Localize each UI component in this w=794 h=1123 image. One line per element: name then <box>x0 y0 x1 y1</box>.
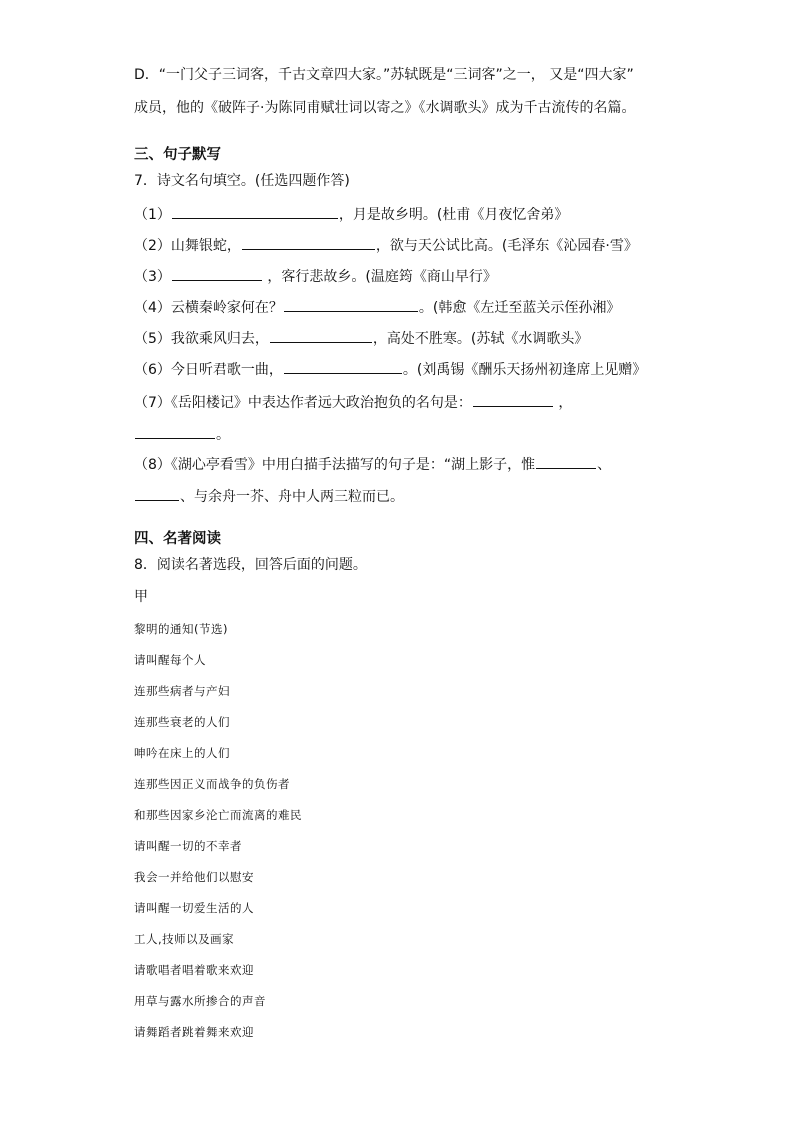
fill-item-3 <box>134 267 497 286</box>
fill-item-4-pre: （4）云横秦岭家何在？ <box>134 300 283 316</box>
fill-item-7-cont <box>134 425 230 444</box>
fill-item-6-pre: （6）今日听君歌一曲， <box>134 362 283 378</box>
fill-item-8 <box>134 455 611 474</box>
fill-item-3-pre: （3） <box>134 269 171 285</box>
answer-blank-3[interactable] <box>172 267 262 281</box>
poem-line: 请叫醒一切的不幸者 <box>134 839 242 853</box>
fill-item-6-post: 。(刘禹锡《酬乐天扬州初逢席上见赠》 <box>402 362 647 378</box>
fill-item-2-pre: （2）山舞银蛇， <box>134 238 241 254</box>
fill-item-7-end: 。 <box>216 427 230 443</box>
poem-line: 连那些衰老的人们 <box>134 715 230 729</box>
fill-item-4-post: 。(韩愈《左迁至蓝关示侄孙湘》 <box>418 300 621 316</box>
poem-line: 和那些因家乡沦亡而流离的难民 <box>134 808 302 822</box>
section-3-title: 三、句子默写 <box>134 147 221 163</box>
fill-item-1-pre: （1） <box>134 207 171 223</box>
answer-blank-2[interactable] <box>242 236 375 250</box>
fill-item-3-post: ，客行悲故乡。(温庭筠《商山早行》 <box>262 269 497 285</box>
fill-item-5 <box>134 329 588 348</box>
fill-item-8-mid: 、 <box>597 457 612 473</box>
fill-item-1 <box>134 205 568 224</box>
poem-line: 请舞蹈者跳着舞来欢迎 <box>134 1025 254 1039</box>
fill-item-2-post: ，欲与天公试比高。(毛泽东《沁园春·雪》 <box>375 238 638 254</box>
fill-item-1-post: ，月是故乡明。(杜甫《月夜忆舍弟》 <box>338 207 569 223</box>
poem-title: 黎明的通知(节选) <box>134 622 228 636</box>
fill-item-8-cont <box>134 487 404 506</box>
answer-blank-8b[interactable] <box>135 487 179 501</box>
fill-item-6 <box>134 360 646 379</box>
fill-item-5-post: ，高处不胜寒。(苏轼《水调歌头》 <box>372 331 589 347</box>
fill-item-7 <box>134 393 572 412</box>
poem-line: 连那些因正义而战争的负伤者 <box>134 777 290 791</box>
option-d-line-2: 成员，他的《破阵子·为陈同甫赋壮词以寄之》《水调歌头》成为千古流传的名篇。 <box>134 100 636 116</box>
answer-blank-8a[interactable] <box>536 455 596 469</box>
poem-line: 请叫醒每个人 <box>134 653 206 667</box>
poem-line: 用草与露水所掺合的声音 <box>134 994 266 1008</box>
fill-item-8-pre: （8）《湖心亭看雪》中用白描手法描写的句子是：“湖上影子，惟 <box>134 457 536 473</box>
poem-line: 我会一并给他们以慰安 <box>134 870 254 884</box>
question-8-stem: 8．阅读名著选段，回答后面的问题。 <box>134 557 367 573</box>
passage-label: 甲 <box>134 589 148 605</box>
poem-line: 连那些病者与产妇 <box>134 684 230 698</box>
answer-blank-1[interactable] <box>172 205 338 219</box>
poem-line: 呻吟在床上的人们 <box>134 746 230 760</box>
question-7-stem: 7．诗文名句填空。(任选四题作答) <box>134 173 350 189</box>
poem-line: 请叫醒一切爱生活的人 <box>134 901 254 915</box>
answer-blank-4[interactable] <box>284 298 418 312</box>
fill-item-7-mid: ， <box>553 395 573 411</box>
poem-line: 工人,技师以及画家 <box>134 932 235 946</box>
fill-item-2 <box>134 236 638 255</box>
fill-item-7-pre: （7）《岳阳楼记》中表达作者远大政治抱负的名句是： <box>134 395 472 411</box>
fill-item-4 <box>134 298 620 317</box>
answer-blank-5[interactable] <box>270 329 372 343</box>
answer-blank-6[interactable] <box>284 360 402 374</box>
option-d-line-1: D．“一门父子三词客，千古文章四大家。”苏轼既是“三词客”之一， 又是“四大家” <box>134 67 634 83</box>
section-4-title: 四、名著阅读 <box>134 531 221 547</box>
answer-blank-7a[interactable] <box>473 393 553 407</box>
poem-line: 请歌唱者唱着歌来欢迎 <box>134 963 254 977</box>
fill-item-5-pre: （5）我欲乘风归去， <box>134 331 269 347</box>
answer-blank-7b[interactable] <box>135 425 215 439</box>
fill-item-8-end: 、与余舟一芥、舟中人两三粒而已。 <box>180 489 404 505</box>
